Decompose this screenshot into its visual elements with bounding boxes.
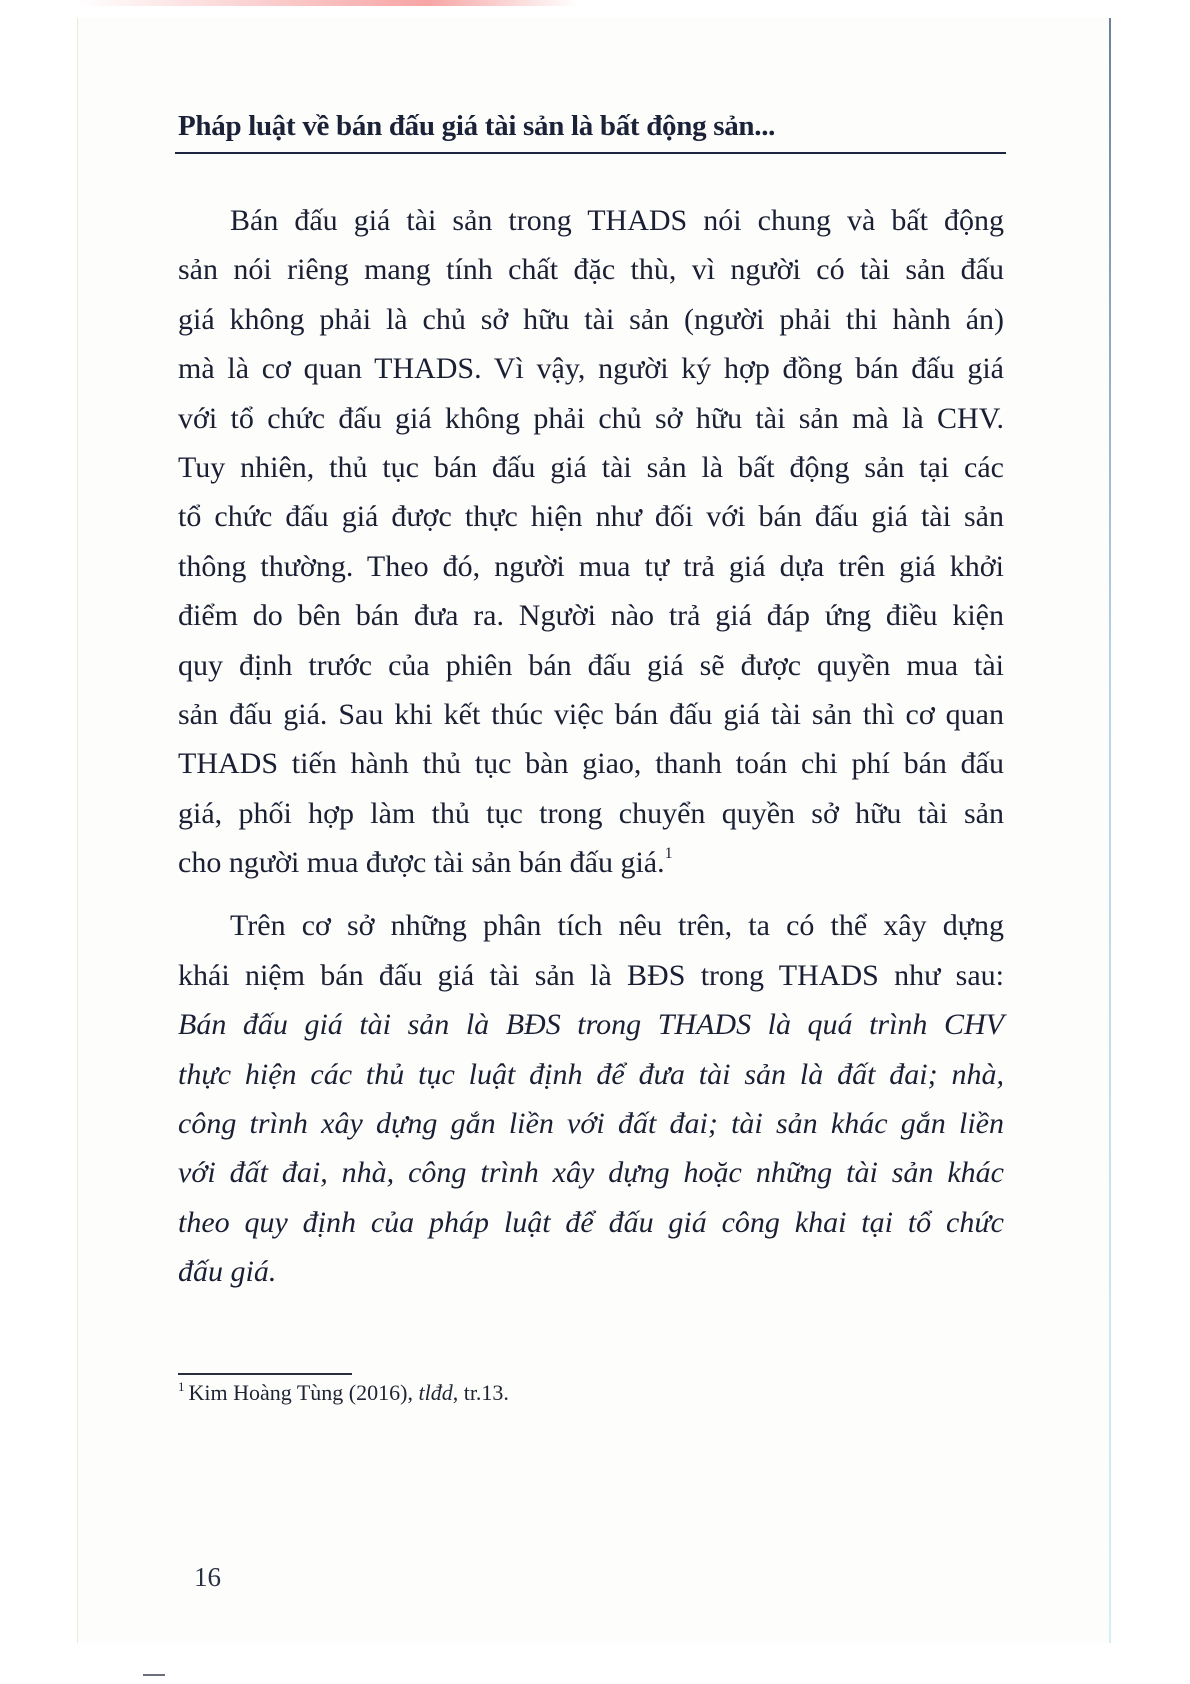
paragraph-1-line: quy định trước của phiên bán đấu giá sẽ được quyền mua tài (178, 648, 1004, 682)
footnote-author-year: Kim Hoàng Tùng (2016), (188, 1380, 419, 1405)
definition-last-line: đấu giá. (178, 1255, 277, 1289)
definition-line: theo quy định của pháp luật để đấu giá công khai tại tổ chức (178, 1205, 1004, 1239)
page-number: 16 (194, 1562, 221, 1592)
paragraph-1-line: Bán đấu giá tài sản trong THADS nói chung và bất động (230, 204, 1004, 237)
page-edge (1109, 18, 1111, 1643)
scan-mark (143, 1674, 165, 1676)
paragraph-2-line: khái niệm bán đấu giá tài sản là BĐS trong THADS như sau: (178, 958, 1004, 992)
paragraph-gap (178, 887, 1004, 901)
definition-line: công trình xây dựng gắn liền với đất đai; tài sản khác gắn liền (178, 1107, 1004, 1141)
paragraph-1-line: giá không phải là chủ sở hữu tài sản (người phải thi hành án) (178, 302, 1004, 336)
body-text (178, 196, 1004, 1297)
paragraph-1-line: THADS tiến hành thủ tục bàn giao, thanh toán chi phí bán đấu (178, 747, 1004, 781)
paragraph-1-line: sản đấu giá. Sau khi kết thúc việc bán đấu giá tài sản thì cơ quan (178, 697, 1004, 731)
definition-line: Bán đấu giá tài sản là BĐS trong THADS là quá trình CHV (178, 1008, 1004, 1042)
footnote-reference[interactable]: 1 (664, 845, 673, 863)
definition-line: với đất đai, nhà, công trình xây dựng hoặc những tài sản khác (178, 1156, 1004, 1190)
paragraph-1-line-text: cho người mua được tài sản bán đấu giá. (178, 846, 665, 880)
paragraph-1-line: giá, phối hợp làm thủ tục trong chuyển quyền sở hữu tài sản (178, 796, 1004, 830)
footnote (178, 1380, 509, 1406)
paragraph-2-line: Trên cơ sở những phân tích nêu trên, ta có thể xây dựng (230, 909, 1004, 943)
paragraph-1-line: với tổ chức đấu giá không phải chủ sở hữu tài sản mà là CHV. (178, 401, 1004, 435)
paragraph-1-line: Tuy nhiên, thủ tục bán đấu giá tài sản là bất động sản tại các (178, 450, 1004, 484)
definition-line: thực hiện các thủ tục luật định để đưa tài sản là đất đai; nhà, (178, 1057, 1004, 1091)
paragraph-1-last-line (178, 838, 1004, 887)
paragraph-1-line: mà là cơ quan THADS. Vì vậy, người ký hợp đồng bán đấu giá (178, 352, 1004, 386)
paragraph-1-line: thông thường. Theo đó, người mua tự trả giá dựa trên giá khởi (178, 549, 1004, 583)
footnote-number: 1 (178, 1379, 185, 1394)
paragraph-1-line: sản nói riêng mang tính chất đặc thù, vì người có tài sản đấu (178, 253, 1004, 287)
footnote-pages: , tr.13. (452, 1380, 509, 1405)
paragraph-1-line: điểm do bên bán đưa ra. Người nào trả giá đáp ứng điều kiện (178, 599, 1004, 633)
footnote-separator (178, 1373, 352, 1375)
scan-color-artifact (77, 0, 577, 6)
footnote-ref-italic: tlđd (418, 1380, 453, 1405)
header-rule (175, 152, 1006, 154)
running-head: Pháp luật về bán đấu giá tài sản là bất động sản... (178, 110, 776, 142)
paragraph-1-line: tổ chức đấu giá được thực hiện như đối với bán đấu giá tài sản (178, 500, 1004, 534)
